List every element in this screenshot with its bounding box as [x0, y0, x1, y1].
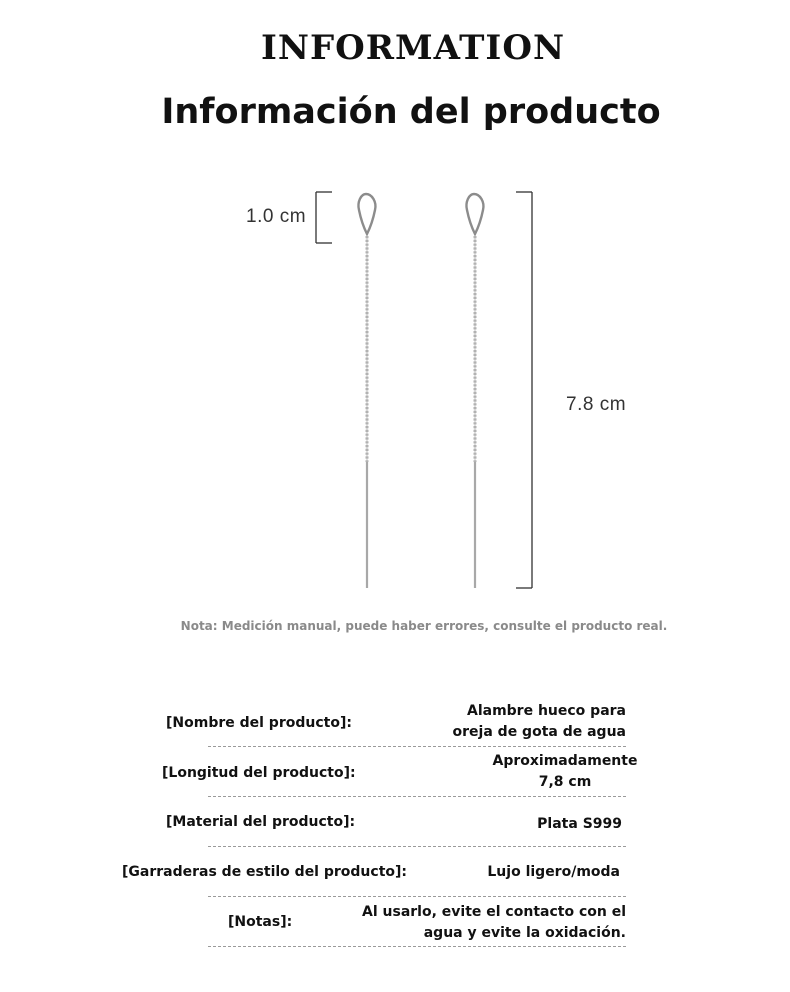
- spec-value: [487, 862, 620, 883]
- earring-diagram: [0, 180, 790, 600]
- small-dimension-label: 1.0 cm: [246, 206, 307, 227]
- row-divider: [208, 946, 626, 947]
- row-divider: [208, 846, 626, 847]
- small-dimension-bracket: [316, 192, 332, 243]
- measurement-note: Nota: Medición manual, puede haber errores, consulte el producto real.: [180, 619, 668, 633]
- spec-value: [362, 902, 626, 944]
- spec-value-line: Alambre hueco para: [466, 703, 626, 719]
- page-title: Información del producto: [161, 92, 661, 132]
- product-dimension-figure: [0, 180, 790, 600]
- spec-value-line: Al usarlo, evite el contacto con el: [362, 904, 626, 920]
- row-divider: [208, 746, 626, 747]
- spec-key: [Longitud del producto]:: [162, 765, 356, 781]
- spec-value-line: oreja de gota de agua: [452, 724, 626, 740]
- spec-value-line: Plata S999: [537, 816, 622, 832]
- total-dimension-label: 7.8 cm: [566, 394, 627, 415]
- spec-key: [Material del producto]:: [166, 814, 356, 830]
- spec-key: [Nombre del producto]:: [166, 715, 352, 731]
- spec-key: [Notas]:: [228, 914, 293, 930]
- spec-value-line: Aproximadamente: [492, 753, 638, 769]
- threader-earring-right-icon: [466, 194, 483, 588]
- row-divider: [208, 796, 626, 797]
- info-heading: INFORMATION: [260, 28, 566, 68]
- spec-value: [453, 701, 626, 743]
- threader-earring-left-icon: [358, 194, 375, 588]
- spec-value: [537, 814, 622, 835]
- spec-value-line: agua y evite la oxidación.: [423, 925, 626, 941]
- spec-key: [Garraderas de estilo del producto]:: [122, 864, 407, 880]
- row-divider: [208, 896, 626, 897]
- spec-value-line: Lujo ligero/moda: [487, 864, 620, 880]
- spec-value-line: 7,8 cm: [538, 774, 592, 790]
- spec-value: [450, 751, 680, 793]
- total-dimension-bracket: [516, 192, 532, 588]
